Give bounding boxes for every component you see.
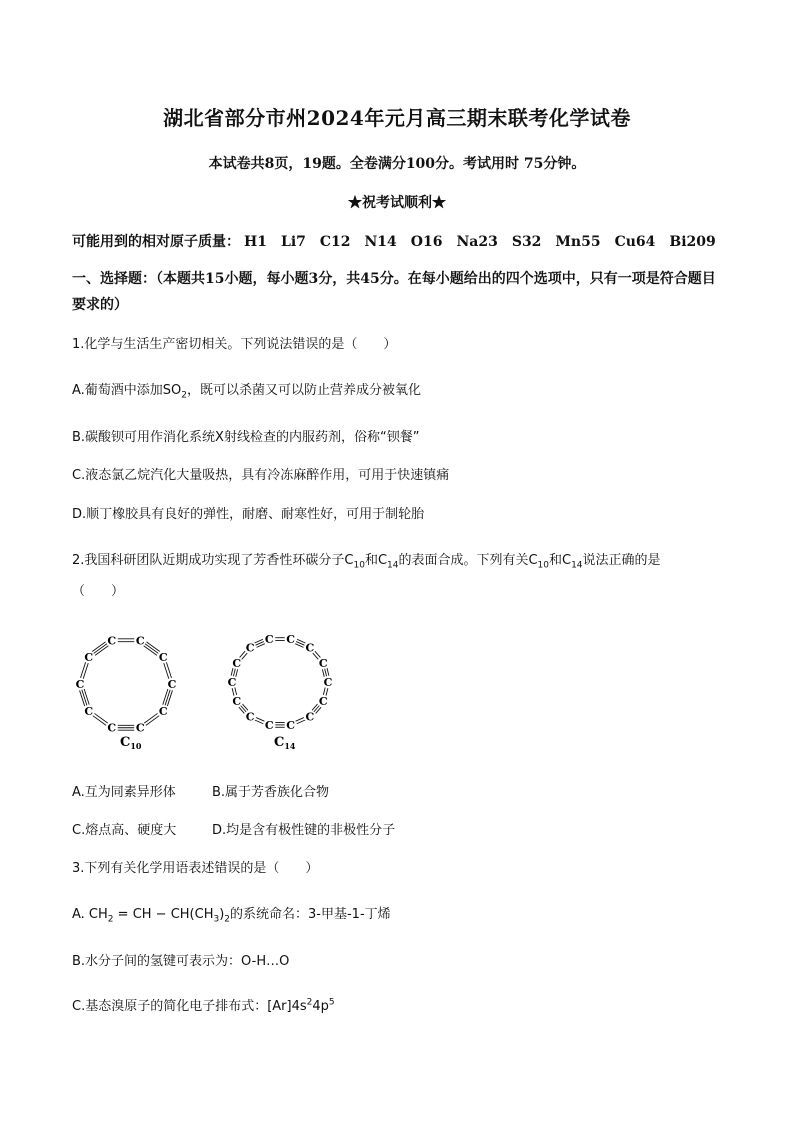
bond-line — [239, 707, 244, 713]
q3-a-sub: 2 — [224, 914, 231, 925]
carbon-atom: C — [245, 641, 255, 655]
mass-item: Li7 — [280, 234, 306, 250]
bond-line — [80, 690, 85, 706]
q1-option-c: C.液态氯乙烷汽化大量吸热，具有冷冻麻醉作用，可用于快速镇痛 — [72, 468, 450, 483]
atomic-masses — [72, 231, 730, 251]
carbon-atom: C — [107, 634, 117, 648]
q2-option-d: D.均是含有极性键的非极性分子 — [212, 823, 396, 838]
q2-stem-paren: （ ） — [72, 584, 125, 599]
q3-a-text: 的系统命名：3-甲基-1-丁烯 — [230, 907, 391, 922]
q2-options-ab — [72, 781, 329, 800]
q1-a-text-2: ，既可以杀菌又可以防止营养成分被氧化 — [187, 383, 422, 398]
bond-line — [297, 720, 305, 724]
exam-title: 湖北省部分市州2024年元月高三期末联考化学试卷 — [163, 106, 631, 130]
mass-item: O16 — [410, 234, 443, 250]
q2-stem-text: 和C — [549, 553, 572, 568]
carbon-atom: C — [323, 676, 333, 689]
carbon-rings-diagram — [72, 622, 352, 757]
mass-item: N14 — [364, 234, 397, 250]
mass-item: C12 — [319, 234, 351, 250]
carbon-atom: C — [286, 633, 296, 647]
q2-sub: 10 — [537, 560, 549, 571]
exam-wish: ★祝考试顺利★ — [348, 195, 446, 211]
q3-c-sup: 2 — [306, 997, 313, 1008]
q1-option-d: D.顺丁橡胶具有良好的弹性，耐磨、耐寒性好，可用于制轮胎 — [72, 507, 425, 522]
section-heading: 一、选择题：（本题共15小题，每小题3分，共45分。在每小题给出的四个选项中，只有一项是符合题目要求的） — [72, 271, 716, 313]
bond-line — [82, 690, 87, 706]
carbon-atom: C — [264, 633, 274, 647]
c10-ring — [76, 634, 177, 734]
bond-line — [166, 662, 171, 678]
carbon-atom: C — [158, 650, 168, 664]
carbon-atom: C — [305, 641, 315, 655]
carbon-atom: C — [232, 695, 242, 709]
q2-stem-text: 2.我国科研团队近期成功实现了芳香性环碳分子C — [72, 553, 354, 568]
bond-line — [167, 690, 172, 706]
mass-item: Mn55 — [555, 234, 601, 250]
q3-c-text: 4p — [312, 999, 329, 1014]
c14-ring — [228, 633, 333, 732]
q2-stem-text: 说法正确的是 — [582, 553, 661, 568]
carbon-atom: C — [318, 656, 328, 670]
carbon-atom: C — [84, 650, 94, 664]
bond-line — [312, 704, 317, 710]
carbon-atom: C — [135, 634, 145, 648]
q3-a-sub: 3 — [213, 914, 220, 925]
q1-a-sub: 2 — [181, 390, 188, 401]
q1-a-text: A.葡萄酒中添加SO — [72, 383, 182, 398]
bond-line — [84, 689, 89, 705]
masses-label: 可能用到的相对原子质量： — [72, 234, 240, 250]
q2-options-cd — [72, 819, 395, 838]
carbon-atom: C — [264, 718, 274, 732]
q3-option-c — [72, 995, 335, 1014]
bond-line — [255, 720, 263, 724]
carbon-atom: C — [107, 721, 117, 735]
q2-sub: 10 — [353, 560, 365, 571]
q3-stem: 3.下列有关化学用语表述错误的是（ ） — [72, 861, 319, 876]
bond-line — [256, 718, 264, 722]
q3-a-text: = CH − CH(CH — [113, 907, 214, 922]
q1-option-a — [72, 379, 421, 401]
c10-label: $C_{10}$ — [120, 735, 142, 751]
q3-option-a — [72, 903, 391, 925]
mass-item: S32 — [511, 234, 542, 250]
carbon-atom: C — [232, 656, 242, 670]
carbon-atom: C — [227, 676, 237, 689]
mass-item: Bi209 — [669, 234, 716, 250]
bond-line — [164, 663, 169, 679]
carbon-atom: C — [167, 678, 177, 691]
carbon-atom: C — [84, 705, 94, 719]
bond-line — [316, 707, 321, 713]
carbon-atom: C — [135, 721, 145, 735]
carbon-atom: C — [305, 710, 315, 724]
bond-line — [163, 689, 168, 705]
q3-c-sup: 5 — [328, 997, 335, 1008]
carbon-atom: C — [245, 710, 255, 724]
exam-info: 本试卷共8页，19题。全卷满分100分。考试用时 75分钟。 — [208, 156, 586, 172]
q2-option-a: A.互为同素异形体 — [72, 785, 176, 800]
bond-line — [165, 690, 170, 706]
mass-item: H1 — [244, 234, 267, 250]
q3-a-text: A. CH — [72, 907, 108, 922]
q3-option-b: B.水分子间的氢键可表示为：O-H…O — [72, 954, 290, 969]
q3-a-text: ) — [219, 907, 225, 922]
q1-stem: 1.化学与生活生产密切相关。下列说法错误的是（ ） — [72, 337, 397, 352]
bond-line — [81, 662, 86, 678]
mass-item: Cu64 — [614, 234, 656, 250]
carbon-atom: C — [286, 718, 296, 732]
carbon-atom: C — [158, 705, 168, 719]
bond-line — [296, 718, 304, 722]
q2-option-b: B.属于芳香族化合物 — [212, 785, 330, 800]
q2-sub: 14 — [571, 560, 583, 571]
carbon-atom: C — [318, 695, 328, 709]
q2-stem — [72, 549, 661, 571]
q3-a-sub: 2 — [107, 914, 114, 925]
q2-stem-text: 的表面合成。下列有关C — [398, 553, 538, 568]
q2-option-c: C.熔点高、硬度大 — [72, 823, 177, 838]
q3-c-text: C.基态溴原子的简化电子排布式：[Ar]4s — [72, 999, 307, 1014]
bond-line — [83, 663, 88, 679]
q2-sub: 14 — [387, 560, 399, 571]
bond-line — [243, 704, 248, 710]
c14-label: $C_{14}$ — [274, 735, 296, 751]
q1-option-b: B.碳酸钡可用作消化系统X射线检查的内服药剂，俗称“钡餐” — [72, 430, 420, 445]
carbon-atom: C — [75, 678, 85, 691]
q2-stem-text: 和C — [364, 553, 388, 568]
mass-item: Na23 — [456, 234, 498, 250]
